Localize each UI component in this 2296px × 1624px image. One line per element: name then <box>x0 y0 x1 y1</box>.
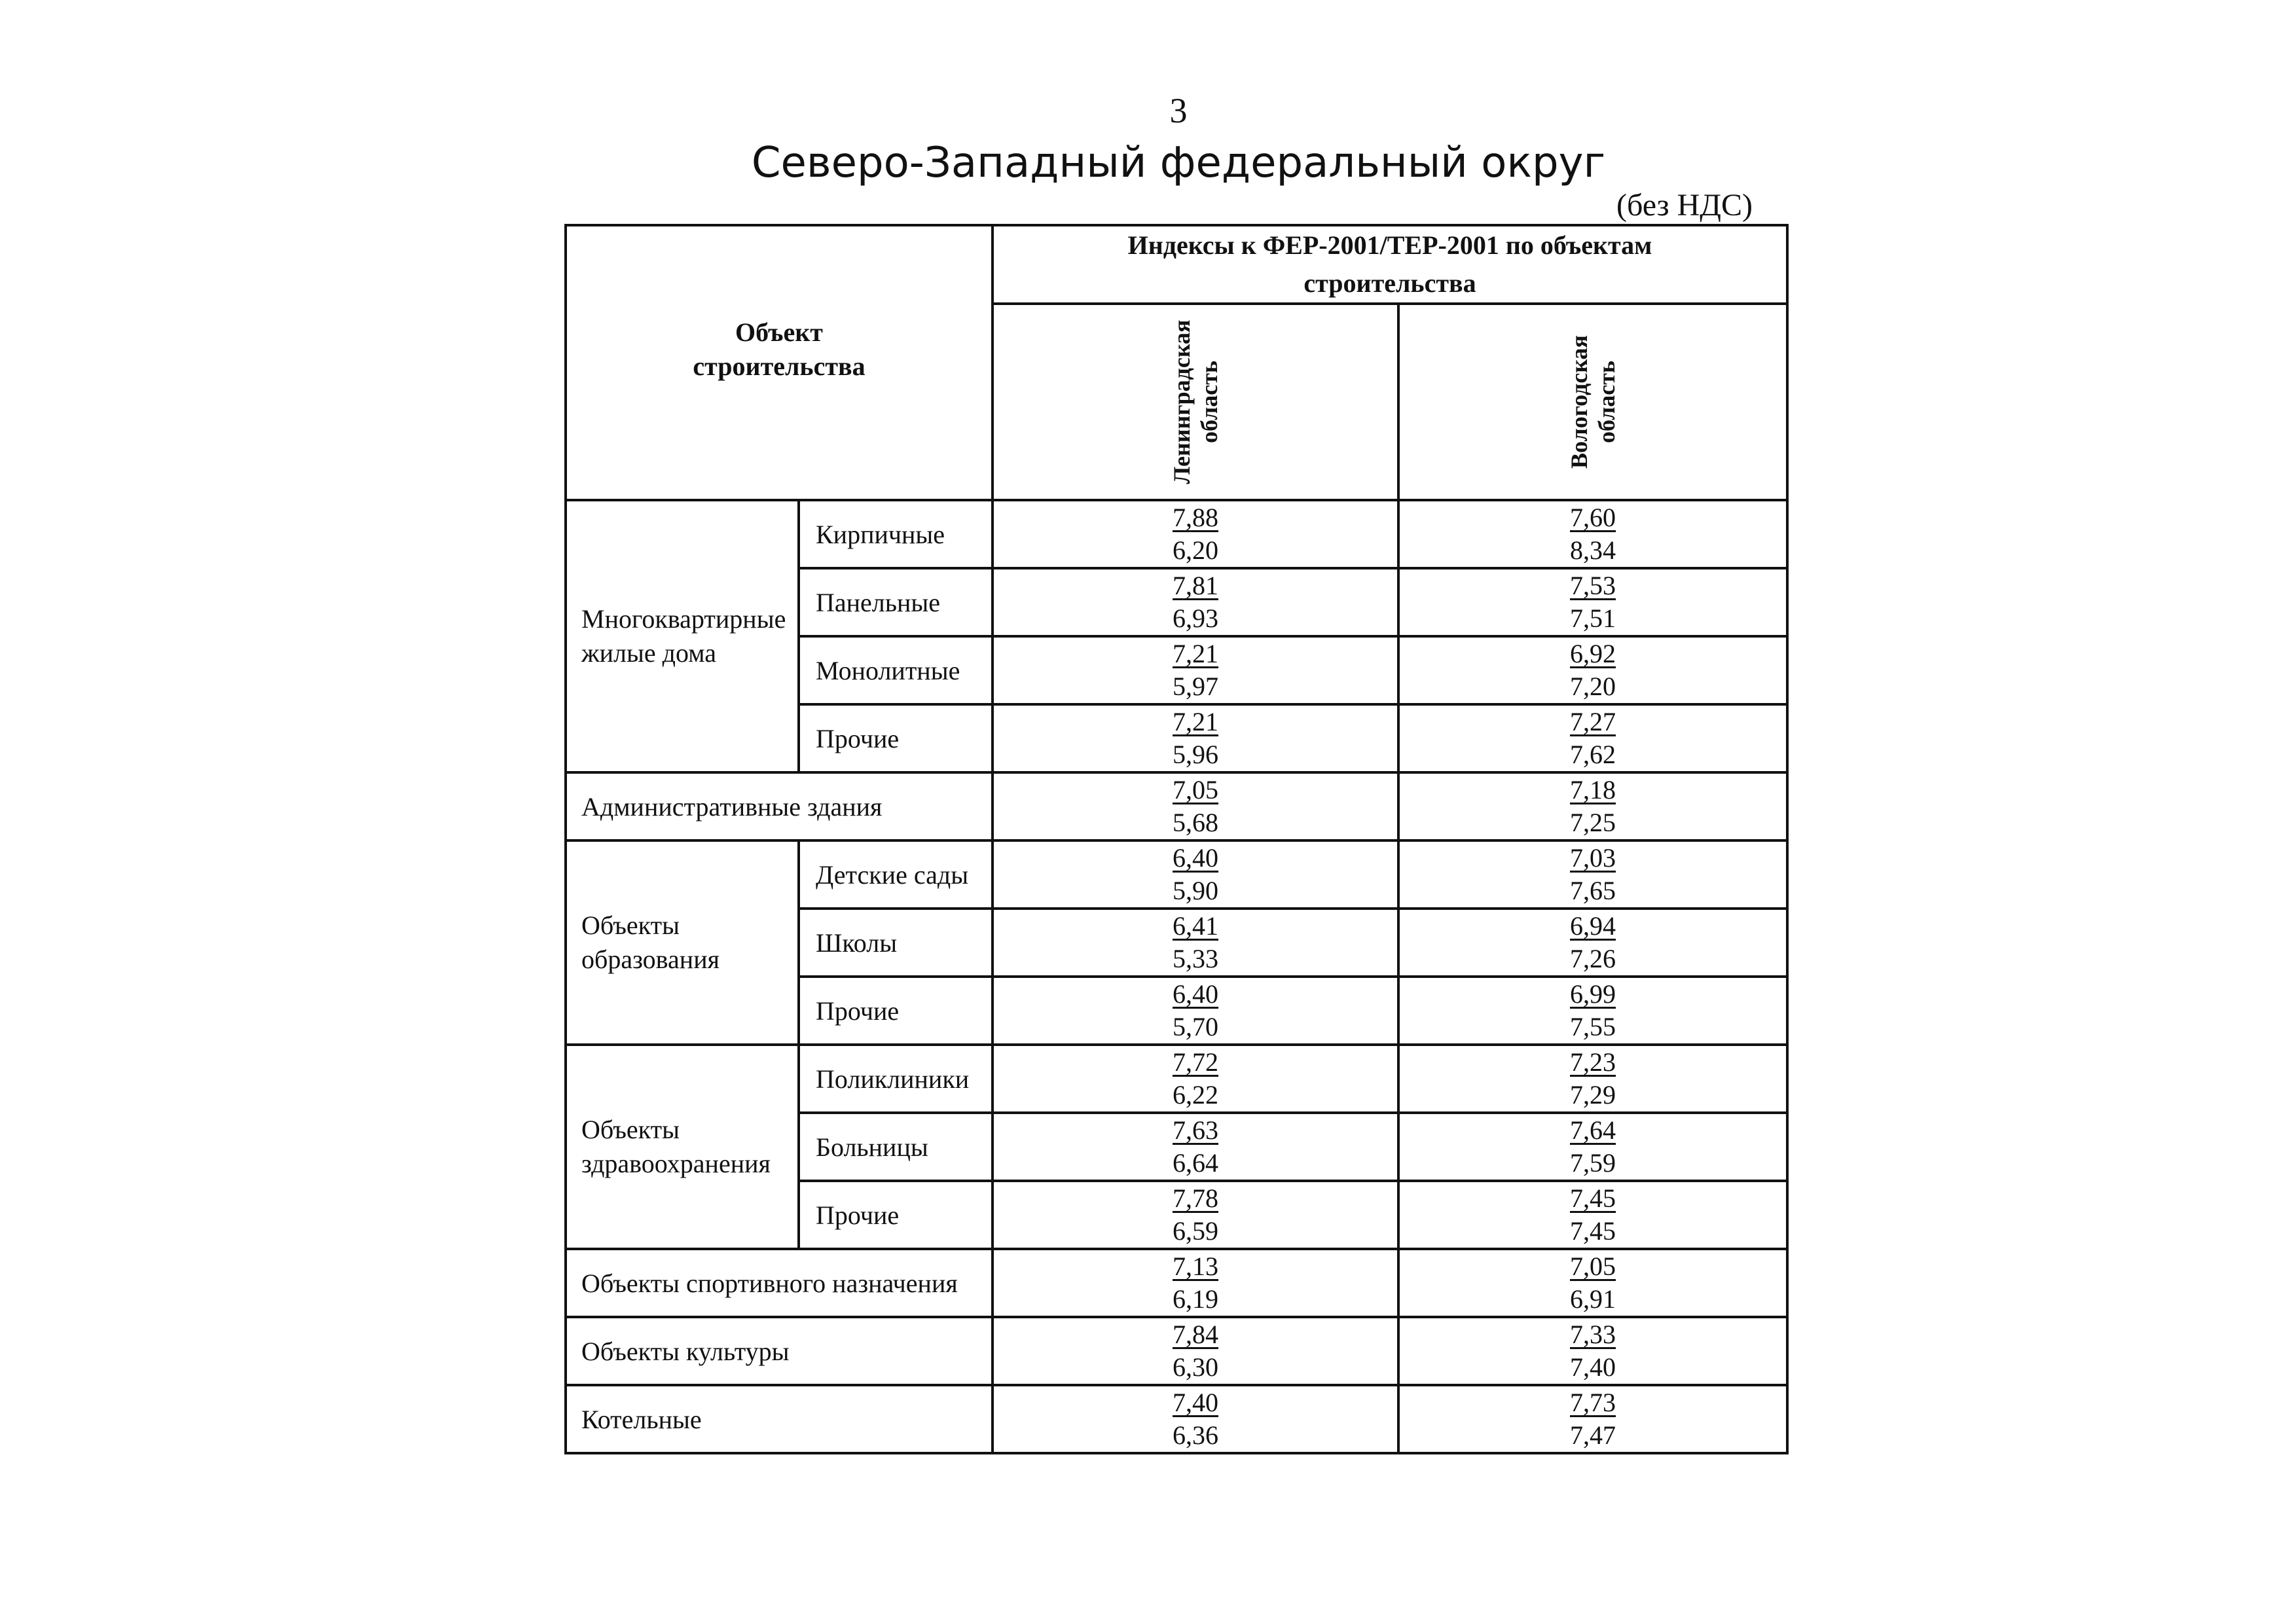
index-value-fer: 7,05 <box>1173 775 1218 804</box>
index-value-cell-leningrad <box>993 1181 1398 1249</box>
index-value-ter: 6,22 <box>1173 1080 1218 1110</box>
index-value-cell-leningrad <box>993 909 1398 977</box>
table-row <box>566 1249 1787 1317</box>
index-value-cell-leningrad <box>993 500 1398 568</box>
index-value-ter: 5,70 <box>1173 1012 1218 1041</box>
index-value-fer: 7,53 <box>1570 571 1616 600</box>
index-value-cell-leningrad <box>993 1317 1398 1385</box>
index-value-ter: 7,20 <box>1570 672 1616 701</box>
index-value-fer: 7,03 <box>1570 843 1616 873</box>
index-value-fer: 7,72 <box>1173 1047 1218 1077</box>
index-value-fer: 6,41 <box>1173 911 1218 941</box>
index-table <box>564 224 1789 1454</box>
index-value-fer: 7,81 <box>1173 571 1218 600</box>
index-value-fer: 7,60 <box>1570 503 1616 532</box>
index-value-cell-vologda <box>1398 1045 1787 1113</box>
index-value-cell-vologda <box>1398 1385 1787 1453</box>
page-number: 3 <box>1169 91 1188 130</box>
index-value-fer: 7,63 <box>1173 1115 1218 1145</box>
index-value-fer: 6,40 <box>1173 979 1218 1009</box>
index-value-fer: 7,21 <box>1173 707 1218 736</box>
index-value-cell-vologda <box>1398 1113 1787 1181</box>
table-row <box>566 1317 1787 1385</box>
index-value-ter: 7,25 <box>1570 808 1616 837</box>
index-value-fer: 7,21 <box>1173 639 1218 668</box>
object-subtype-name: Прочие <box>799 1181 993 1249</box>
index-value-fer: 7,33 <box>1570 1320 1616 1349</box>
index-column-header: Индексы к ФЕР-2001/ТЕР-2001 по объектам строительства <box>993 225 1787 304</box>
region-header-leningrad: Ленинградская область <box>993 304 1398 500</box>
index-value-fer: 7,13 <box>1173 1252 1218 1281</box>
index-value-ter: 7,47 <box>1570 1420 1616 1450</box>
region-header-vologda: Вологодская область <box>1398 304 1787 500</box>
object-subtype-name: Кирпичные <box>799 500 993 568</box>
index-value-cell-vologda <box>1398 636 1787 704</box>
index-value-cell-vologda <box>1398 977 1787 1045</box>
index-value-ter: 7,40 <box>1570 1352 1616 1382</box>
object-group-name: Объекты образования <box>566 840 799 1045</box>
object-name: Объекты культуры <box>566 1317 993 1385</box>
index-value-fer: 6,40 <box>1173 843 1218 873</box>
object-subtype-name: Школы <box>799 909 993 977</box>
index-value-cell-vologda <box>1398 1181 1787 1249</box>
index-value-ter: 7,59 <box>1570 1148 1616 1178</box>
index-value-cell-vologda <box>1398 909 1787 977</box>
index-value-ter: 7,29 <box>1570 1080 1616 1110</box>
table-row <box>566 500 1787 568</box>
index-value-cell-leningrad <box>993 1045 1398 1113</box>
index-value-fer: 7,27 <box>1570 707 1616 736</box>
index-value-ter: 5,33 <box>1173 944 1218 973</box>
object-subtype-name: Монолитные <box>799 636 993 704</box>
index-value-cell-vologda <box>1398 500 1787 568</box>
index-value-cell-leningrad <box>993 1249 1398 1317</box>
index-value-fer: 7,73 <box>1570 1388 1616 1417</box>
object-name: Котельные <box>566 1385 993 1453</box>
index-value-ter: 7,65 <box>1570 876 1616 905</box>
index-value-cell-vologda <box>1398 568 1787 636</box>
table-row <box>566 1385 1787 1453</box>
index-value-ter: 6,64 <box>1173 1148 1218 1178</box>
index-value-cell-leningrad <box>993 704 1398 772</box>
table-row <box>566 1045 1787 1113</box>
index-value-cell-leningrad <box>993 1385 1398 1453</box>
index-value-fer: 7,64 <box>1570 1115 1616 1145</box>
page-title: Северо-Западный федеральный округ <box>751 139 1606 187</box>
index-value-ter: 6,30 <box>1173 1352 1218 1382</box>
index-value-fer: 6,94 <box>1570 911 1616 941</box>
index-value-fer: 7,88 <box>1173 503 1218 532</box>
index-value-cell-vologda <box>1398 772 1787 840</box>
object-subtype-name: Поликлиники <box>799 1045 993 1113</box>
index-value-fer: 6,99 <box>1570 979 1616 1009</box>
index-value-fer: 7,40 <box>1173 1388 1218 1417</box>
index-value-ter: 6,36 <box>1173 1420 1218 1450</box>
object-name: Административные здания <box>566 772 993 840</box>
object-name: Объекты спортивного назначения <box>566 1249 993 1317</box>
index-value-cell-leningrad <box>993 1113 1398 1181</box>
index-value-ter: 5,97 <box>1173 672 1218 701</box>
index-value-ter: 7,55 <box>1570 1012 1616 1041</box>
index-value-cell-leningrad <box>993 840 1398 909</box>
index-value-ter: 6,20 <box>1173 535 1218 565</box>
index-value-cell-vologda <box>1398 840 1787 909</box>
index-value-cell-vologda <box>1398 1317 1787 1385</box>
index-value-fer: 6,92 <box>1570 639 1616 668</box>
index-value-cell-vologda <box>1398 704 1787 772</box>
object-subtype-name: Панельные <box>799 568 993 636</box>
object-subtype-name: Детские сады <box>799 840 993 909</box>
index-value-cell-leningrad <box>993 636 1398 704</box>
index-value-cell-leningrad <box>993 977 1398 1045</box>
vat-note: (без НДС) <box>1616 188 1753 223</box>
index-value-ter: 6,59 <box>1173 1216 1218 1246</box>
index-value-fer: 7,05 <box>1570 1252 1616 1281</box>
object-subtype-name: Прочие <box>799 977 993 1045</box>
index-value-ter: 5,96 <box>1173 740 1218 769</box>
index-value-ter: 6,19 <box>1173 1284 1218 1314</box>
index-value-ter: 5,68 <box>1173 808 1218 837</box>
index-value-ter: 5,90 <box>1173 876 1218 905</box>
index-value-ter: 7,51 <box>1570 604 1616 633</box>
object-subtype-name: Больницы <box>799 1113 993 1181</box>
index-value-fer: 7,45 <box>1570 1183 1616 1213</box>
index-value-cell-vologda <box>1398 1249 1787 1317</box>
index-value-ter: 6,93 <box>1173 604 1218 633</box>
index-value-cell-leningrad <box>993 568 1398 636</box>
object-group-name: Объекты здравоохранения <box>566 1045 799 1249</box>
index-value-fer: 7,78 <box>1173 1183 1218 1213</box>
object-group-name: Многоквартирные жилые дома <box>566 500 799 772</box>
index-value-fer: 7,18 <box>1570 775 1616 804</box>
table-row <box>566 840 1787 909</box>
table-row <box>566 772 1787 840</box>
index-value-ter: 7,45 <box>1570 1216 1616 1246</box>
index-value-cell-leningrad <box>993 772 1398 840</box>
index-value-fer: 7,23 <box>1570 1047 1616 1077</box>
index-value-ter: 8,34 <box>1570 535 1616 565</box>
index-value-ter: 6,91 <box>1570 1284 1616 1314</box>
object-subtype-name: Прочие <box>799 704 993 772</box>
index-value-ter: 7,62 <box>1570 740 1616 769</box>
index-value-ter: 7,26 <box>1570 944 1616 973</box>
object-column-header: Объект строительства <box>566 225 993 500</box>
index-value-fer: 7,84 <box>1173 1320 1218 1349</box>
